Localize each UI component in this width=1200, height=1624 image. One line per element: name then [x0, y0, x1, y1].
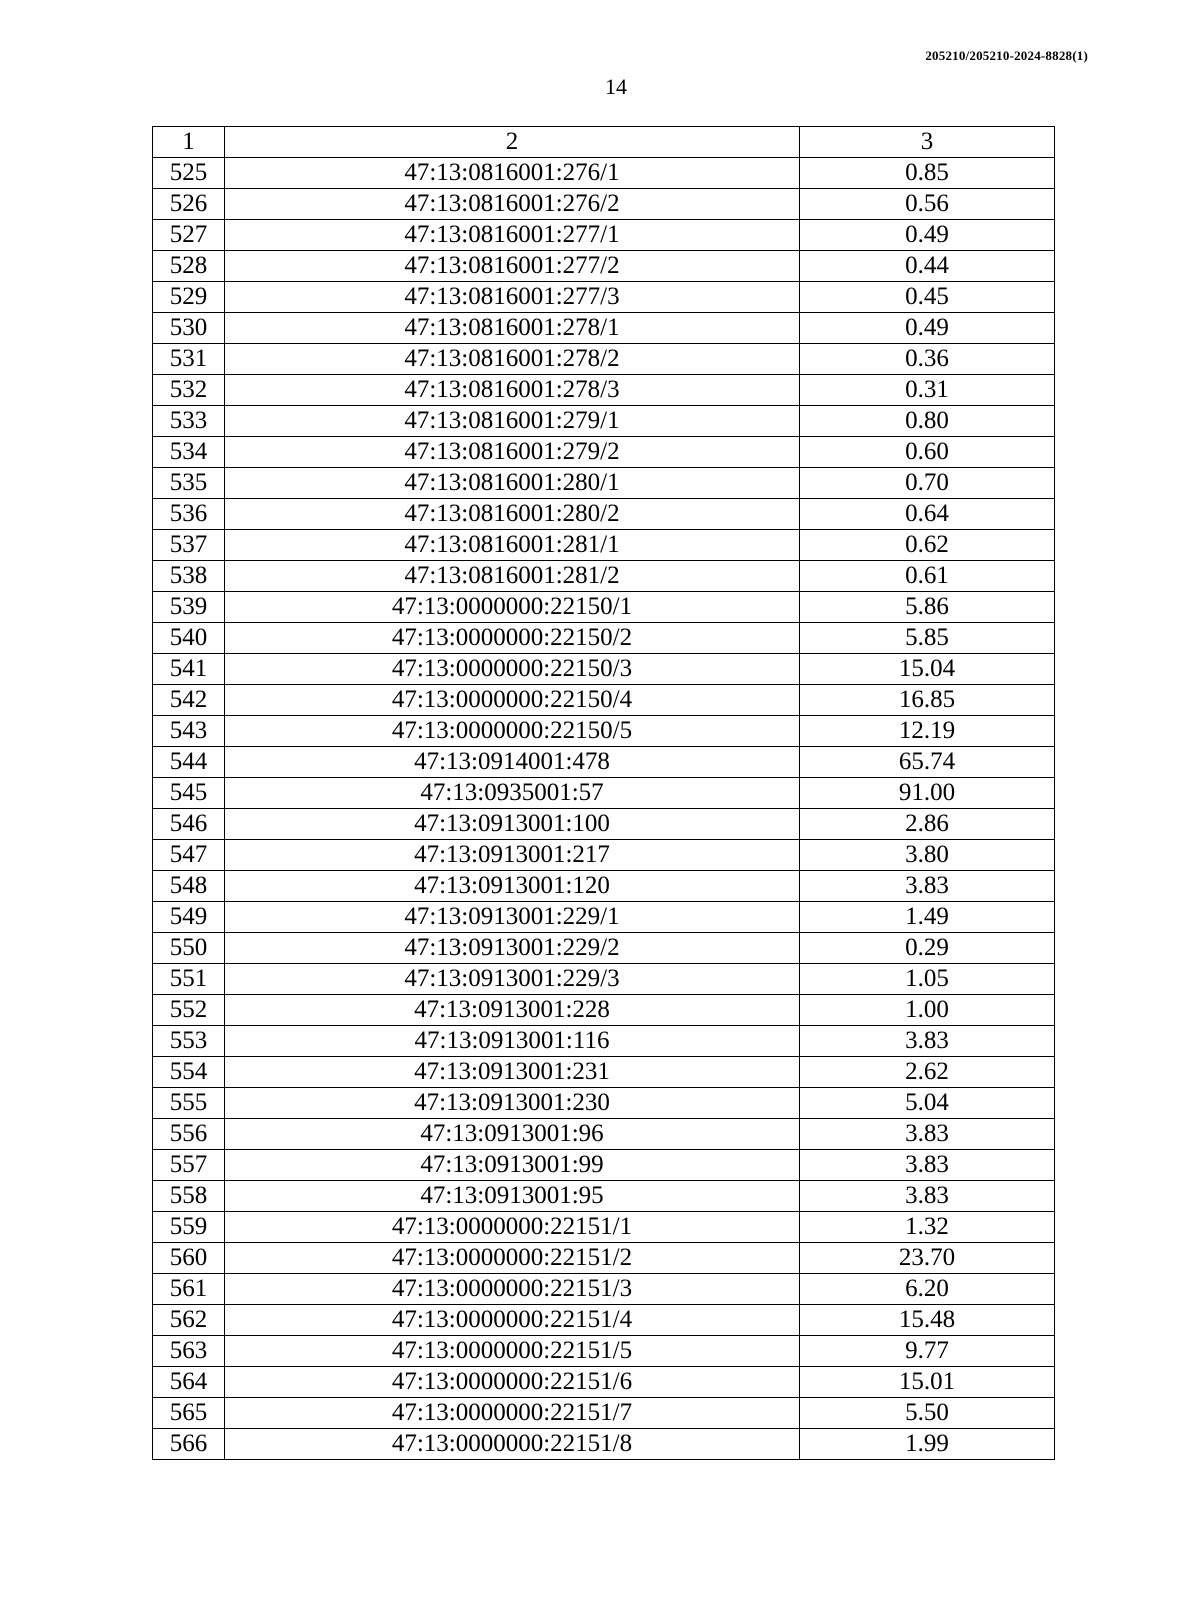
table-row [153, 251, 1055, 282]
cadastral-number-cell: 47:13:0913001:100 [225, 809, 800, 840]
table-row [153, 530, 1055, 561]
table-row [153, 282, 1055, 313]
cadastral-number-cell: 47:13:0000000:22150/5 [225, 716, 800, 747]
row-number-cell: 559 [153, 1212, 225, 1243]
cadastral-number-cell: 47:13:0000000:22151/4 [225, 1305, 800, 1336]
row-number-cell: 542 [153, 685, 225, 716]
data-table [152, 126, 1055, 1460]
area-value-cell: 5.85 [800, 623, 1055, 654]
row-number-cell: 541 [153, 654, 225, 685]
cadastral-number-cell: 47:13:0000000:22151/5 [225, 1336, 800, 1367]
cadastral-number-cell: 47:13:0913001:99 [225, 1150, 800, 1181]
table-row [153, 871, 1055, 902]
row-number-cell: 526 [153, 189, 225, 220]
area-value-cell: 0.85 [800, 158, 1055, 189]
area-value-cell: 0.61 [800, 561, 1055, 592]
row-number-cell: 565 [153, 1398, 225, 1429]
table-body [153, 158, 1055, 1460]
area-value-cell: 0.29 [800, 933, 1055, 964]
row-number-cell: 552 [153, 995, 225, 1026]
area-value-cell: 1.49 [800, 902, 1055, 933]
cadastral-number-cell: 47:13:0000000:22151/6 [225, 1367, 800, 1398]
row-number-cell: 531 [153, 344, 225, 375]
area-value-cell: 3.83 [800, 1026, 1055, 1057]
area-value-cell: 0.31 [800, 375, 1055, 406]
cadastral-number-cell: 47:13:0000000:22151/1 [225, 1212, 800, 1243]
cadastral-number-cell: 47:13:0913001:230 [225, 1088, 800, 1119]
row-number-cell: 551 [153, 964, 225, 995]
area-value-cell: 65.74 [800, 747, 1055, 778]
area-value-cell: 0.36 [800, 344, 1055, 375]
area-value-cell: 3.80 [800, 840, 1055, 871]
header-row [153, 127, 1055, 158]
cadastral-number-cell: 47:13:0000000:22151/2 [225, 1243, 800, 1274]
cadastral-number-cell: 47:13:0816001:279/1 [225, 406, 800, 437]
table-row [153, 1181, 1055, 1212]
row-number-cell: 546 [153, 809, 225, 840]
cadastral-number-cell: 47:13:0816001:278/2 [225, 344, 800, 375]
table-row [153, 716, 1055, 747]
table-row [153, 375, 1055, 406]
row-number-cell: 566 [153, 1429, 225, 1460]
table-row [153, 1212, 1055, 1243]
table-row [153, 1367, 1055, 1398]
row-number-cell: 550 [153, 933, 225, 964]
table-row [153, 747, 1055, 778]
table-row [153, 313, 1055, 344]
row-number-cell: 548 [153, 871, 225, 902]
table-row [153, 1057, 1055, 1088]
table-row [153, 1336, 1055, 1367]
row-number-cell: 561 [153, 1274, 225, 1305]
row-number-cell: 547 [153, 840, 225, 871]
row-number-cell: 545 [153, 778, 225, 809]
table-row [153, 623, 1055, 654]
cadastral-number-cell: 47:13:0816001:276/2 [225, 189, 800, 220]
cadastral-number-cell: 47:13:0816001:278/1 [225, 313, 800, 344]
cadastral-number-cell: 47:13:0913001:96 [225, 1119, 800, 1150]
column-header-2: 2 [225, 127, 800, 158]
row-number-cell: 558 [153, 1181, 225, 1212]
cadastral-number-cell: 47:13:0913001:95 [225, 1181, 800, 1212]
row-number-cell: 538 [153, 561, 225, 592]
table-row [153, 406, 1055, 437]
row-number-cell: 562 [153, 1305, 225, 1336]
area-value-cell: 0.60 [800, 437, 1055, 468]
table-row [153, 1088, 1055, 1119]
area-value-cell: 6.20 [800, 1274, 1055, 1305]
table-row [153, 1274, 1055, 1305]
row-number-cell: 553 [153, 1026, 225, 1057]
row-number-cell: 564 [153, 1367, 225, 1398]
row-number-cell: 537 [153, 530, 225, 561]
cadastral-number-cell: 47:13:0913001:229/3 [225, 964, 800, 995]
table-row [153, 902, 1055, 933]
area-value-cell: 15.48 [800, 1305, 1055, 1336]
row-number-cell: 529 [153, 282, 225, 313]
cadastral-number-cell: 47:13:0816001:281/1 [225, 530, 800, 561]
table-row [153, 1398, 1055, 1429]
row-number-cell: 560 [153, 1243, 225, 1274]
area-value-cell: 0.70 [800, 468, 1055, 499]
area-value-cell: 1.00 [800, 995, 1055, 1026]
table-row [153, 685, 1055, 716]
row-number-cell: 563 [153, 1336, 225, 1367]
table-row [153, 778, 1055, 809]
row-number-cell: 525 [153, 158, 225, 189]
data-table-container [152, 126, 1055, 1460]
cadastral-number-cell: 47:13:0913001:229/2 [225, 933, 800, 964]
cadastral-number-cell: 47:13:0816001:278/3 [225, 375, 800, 406]
area-value-cell: 1.99 [800, 1429, 1055, 1460]
document-id: 205210/205210-2024-8828(1) [925, 48, 1088, 63]
area-value-cell: 3.83 [800, 871, 1055, 902]
area-value-cell: 0.44 [800, 251, 1055, 282]
table-row [153, 592, 1055, 623]
cadastral-number-cell: 47:13:0816001:277/1 [225, 220, 800, 251]
row-number-cell: 540 [153, 623, 225, 654]
cadastral-number-cell: 47:13:0816001:281/2 [225, 561, 800, 592]
area-value-cell: 9.77 [800, 1336, 1055, 1367]
area-value-cell: 0.56 [800, 189, 1055, 220]
cadastral-number-cell: 47:13:0816001:279/2 [225, 437, 800, 468]
table-row [153, 1026, 1055, 1057]
table-row [153, 344, 1055, 375]
table-row [153, 437, 1055, 468]
cadastral-number-cell: 47:13:0000000:22151/3 [225, 1274, 800, 1305]
cadastral-number-cell: 47:13:0913001:231 [225, 1057, 800, 1088]
area-value-cell: 3.83 [800, 1119, 1055, 1150]
area-value-cell: 15.01 [800, 1367, 1055, 1398]
cadastral-number-cell: 47:13:0913001:116 [225, 1026, 800, 1057]
cadastral-number-cell: 47:13:0913001:120 [225, 871, 800, 902]
column-header-1: 1 [153, 127, 225, 158]
area-value-cell: 2.86 [800, 809, 1055, 840]
cadastral-number-cell: 47:13:0816001:280/1 [225, 468, 800, 499]
area-value-cell: 3.83 [800, 1150, 1055, 1181]
table-row [153, 809, 1055, 840]
cadastral-number-cell: 47:13:0816001:276/1 [225, 158, 800, 189]
cadastral-number-cell: 47:13:0000000:22150/1 [225, 592, 800, 623]
area-value-cell: 0.64 [800, 499, 1055, 530]
area-value-cell: 3.83 [800, 1181, 1055, 1212]
row-number-cell: 535 [153, 468, 225, 499]
row-number-cell: 534 [153, 437, 225, 468]
table-row [153, 220, 1055, 251]
row-number-cell: 554 [153, 1057, 225, 1088]
row-number-cell: 556 [153, 1119, 225, 1150]
row-number-cell: 530 [153, 313, 225, 344]
table-row [153, 1429, 1055, 1460]
cadastral-number-cell: 47:13:0914001:478 [225, 747, 800, 778]
cadastral-number-cell: 47:13:0000000:22151/7 [225, 1398, 800, 1429]
cadastral-number-cell: 47:13:0816001:277/3 [225, 282, 800, 313]
table-row [153, 1119, 1055, 1150]
table-row [153, 468, 1055, 499]
area-value-cell: 12.19 [800, 716, 1055, 747]
row-number-cell: 527 [153, 220, 225, 251]
table-row [153, 1305, 1055, 1336]
cadastral-number-cell: 47:13:0000000:22150/4 [225, 685, 800, 716]
area-value-cell: 0.62 [800, 530, 1055, 561]
table-row [153, 840, 1055, 871]
table-row [153, 561, 1055, 592]
area-value-cell: 0.45 [800, 282, 1055, 313]
area-value-cell: 5.04 [800, 1088, 1055, 1119]
cadastral-number-cell: 47:13:0935001:57 [225, 778, 800, 809]
row-number-cell: 533 [153, 406, 225, 437]
row-number-cell: 544 [153, 747, 225, 778]
row-number-cell: 536 [153, 499, 225, 530]
cadastral-number-cell: 47:13:0913001:229/1 [225, 902, 800, 933]
row-number-cell: 528 [153, 251, 225, 282]
area-value-cell: 0.49 [800, 313, 1055, 344]
row-number-cell: 543 [153, 716, 225, 747]
table-row [153, 158, 1055, 189]
area-value-cell: 5.50 [800, 1398, 1055, 1429]
page-number: 14 [605, 74, 627, 99]
table-row [153, 499, 1055, 530]
table-header [153, 127, 1055, 158]
cadastral-number-cell: 47:13:0816001:280/2 [225, 499, 800, 530]
row-number-cell: 532 [153, 375, 225, 406]
table-row [153, 1243, 1055, 1274]
area-value-cell: 0.49 [800, 220, 1055, 251]
cadastral-number-cell: 47:13:0913001:217 [225, 840, 800, 871]
row-number-cell: 549 [153, 902, 225, 933]
row-number-cell: 539 [153, 592, 225, 623]
table-row [153, 933, 1055, 964]
area-value-cell: 5.86 [800, 592, 1055, 623]
cadastral-number-cell: 47:13:0000000:22150/2 [225, 623, 800, 654]
table-row [153, 964, 1055, 995]
table-row [153, 995, 1055, 1026]
area-value-cell: 1.32 [800, 1212, 1055, 1243]
cadastral-number-cell: 47:13:0000000:22150/3 [225, 654, 800, 685]
area-value-cell: 16.85 [800, 685, 1055, 716]
area-value-cell: 15.04 [800, 654, 1055, 685]
column-header-3: 3 [800, 127, 1055, 158]
row-number-cell: 555 [153, 1088, 225, 1119]
area-value-cell: 0.80 [800, 406, 1055, 437]
row-number-cell: 557 [153, 1150, 225, 1181]
area-value-cell: 1.05 [800, 964, 1055, 995]
cadastral-number-cell: 47:13:0000000:22151/8 [225, 1429, 800, 1460]
cadastral-number-cell: 47:13:0913001:228 [225, 995, 800, 1026]
area-value-cell: 2.62 [800, 1057, 1055, 1088]
table-row [153, 654, 1055, 685]
area-value-cell: 91.00 [800, 778, 1055, 809]
table-row [153, 189, 1055, 220]
table-row [153, 1150, 1055, 1181]
cadastral-number-cell: 47:13:0816001:277/2 [225, 251, 800, 282]
area-value-cell: 23.70 [800, 1243, 1055, 1274]
